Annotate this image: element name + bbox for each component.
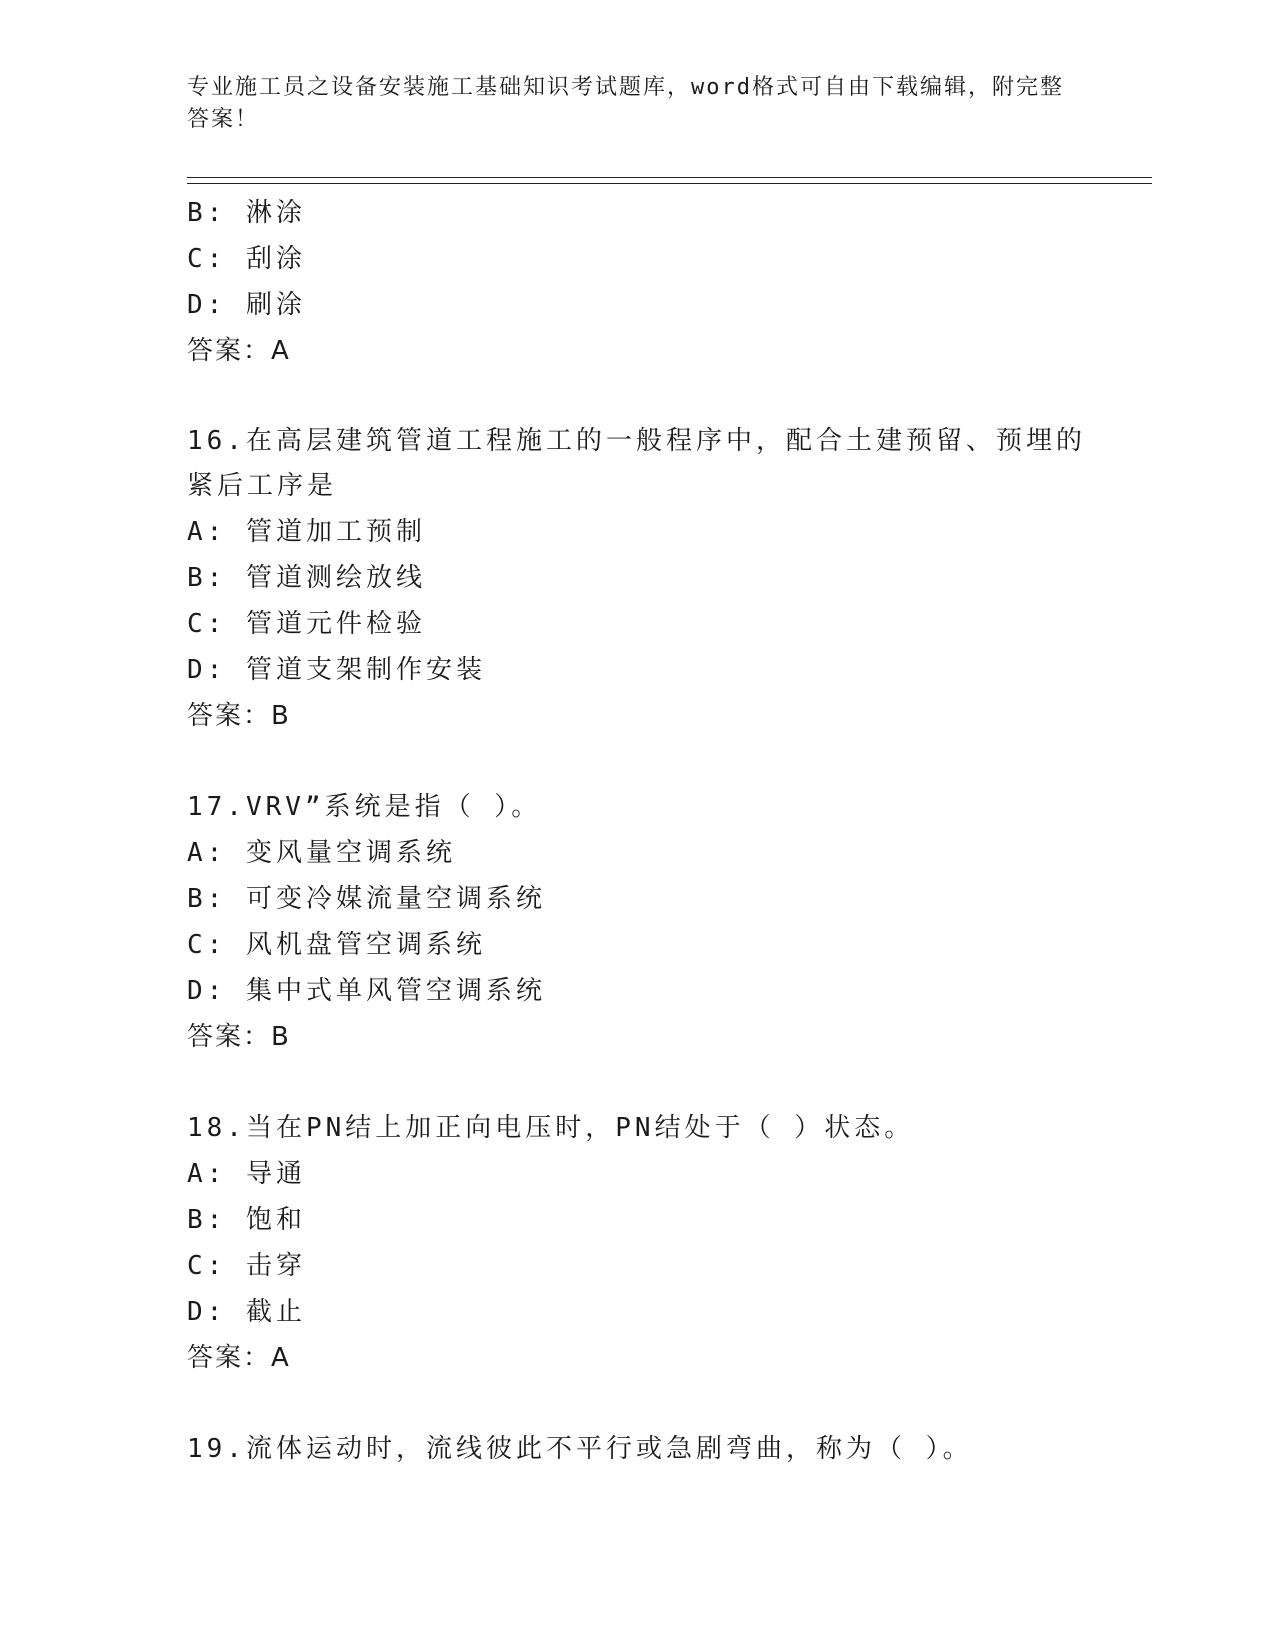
question-16 [187,419,1087,739]
option-d: D: 截止 [187,1297,306,1327]
option-c: C: 击穿 [187,1251,306,1281]
option-d: D: 刷涂 [187,290,306,320]
question-19 [187,1426,1087,1472]
option-b: B: 淋涂 [187,198,306,228]
question-17 [187,784,1087,1060]
option-c: C: 风机盘管空调系统 [187,930,486,960]
question-stem: 16.在高层建筑管道工程施工的一般程序中，配合土建预留、预埋的紧后工序是 [187,426,1086,501]
option-d: D: 集中式单风管空调系统 [187,976,546,1006]
answer: 答案：A [187,336,291,366]
answer: 答案：B [187,701,291,731]
option-b: B: 可变冷媒流量空调系统 [187,884,546,914]
question-18 [187,1105,1087,1381]
question-15-continued [187,190,1087,374]
option-c: C: 刮涂 [187,244,306,274]
option-c: C: 管道元件检验 [187,609,426,639]
option-a: A: 导通 [187,1159,306,1189]
question-stem: 17.VRV”系统是指（ ）。 [187,792,542,822]
header-title: 专业施工员之设备安装施工基础知识考试题库，word格式可自由下载编辑，附完整答案！ [187,75,1064,132]
question-stem: 18.当在PN结上加正向电压时，PN结处于（ ）状态。 [187,1113,915,1143]
answer: 答案：A [187,1343,291,1373]
option-a: A: 管道加工预制 [187,517,426,547]
option-b: B: 饱和 [187,1205,306,1235]
header-divider-bottom [187,183,1152,184]
question-list [187,190,1087,1472]
question-stem: 19.流体运动时，流线彼此不平行或急剧弯曲，称为（ ）。 [187,1434,973,1464]
option-d: D: 管道支架制作安装 [187,655,486,685]
option-b: B: 管道测绘放线 [187,563,426,593]
answer: 答案：B [187,1022,291,1052]
header-divider-top [187,177,1152,178]
document-header [187,72,1067,136]
option-a: A: 变风量空调系统 [187,838,456,868]
